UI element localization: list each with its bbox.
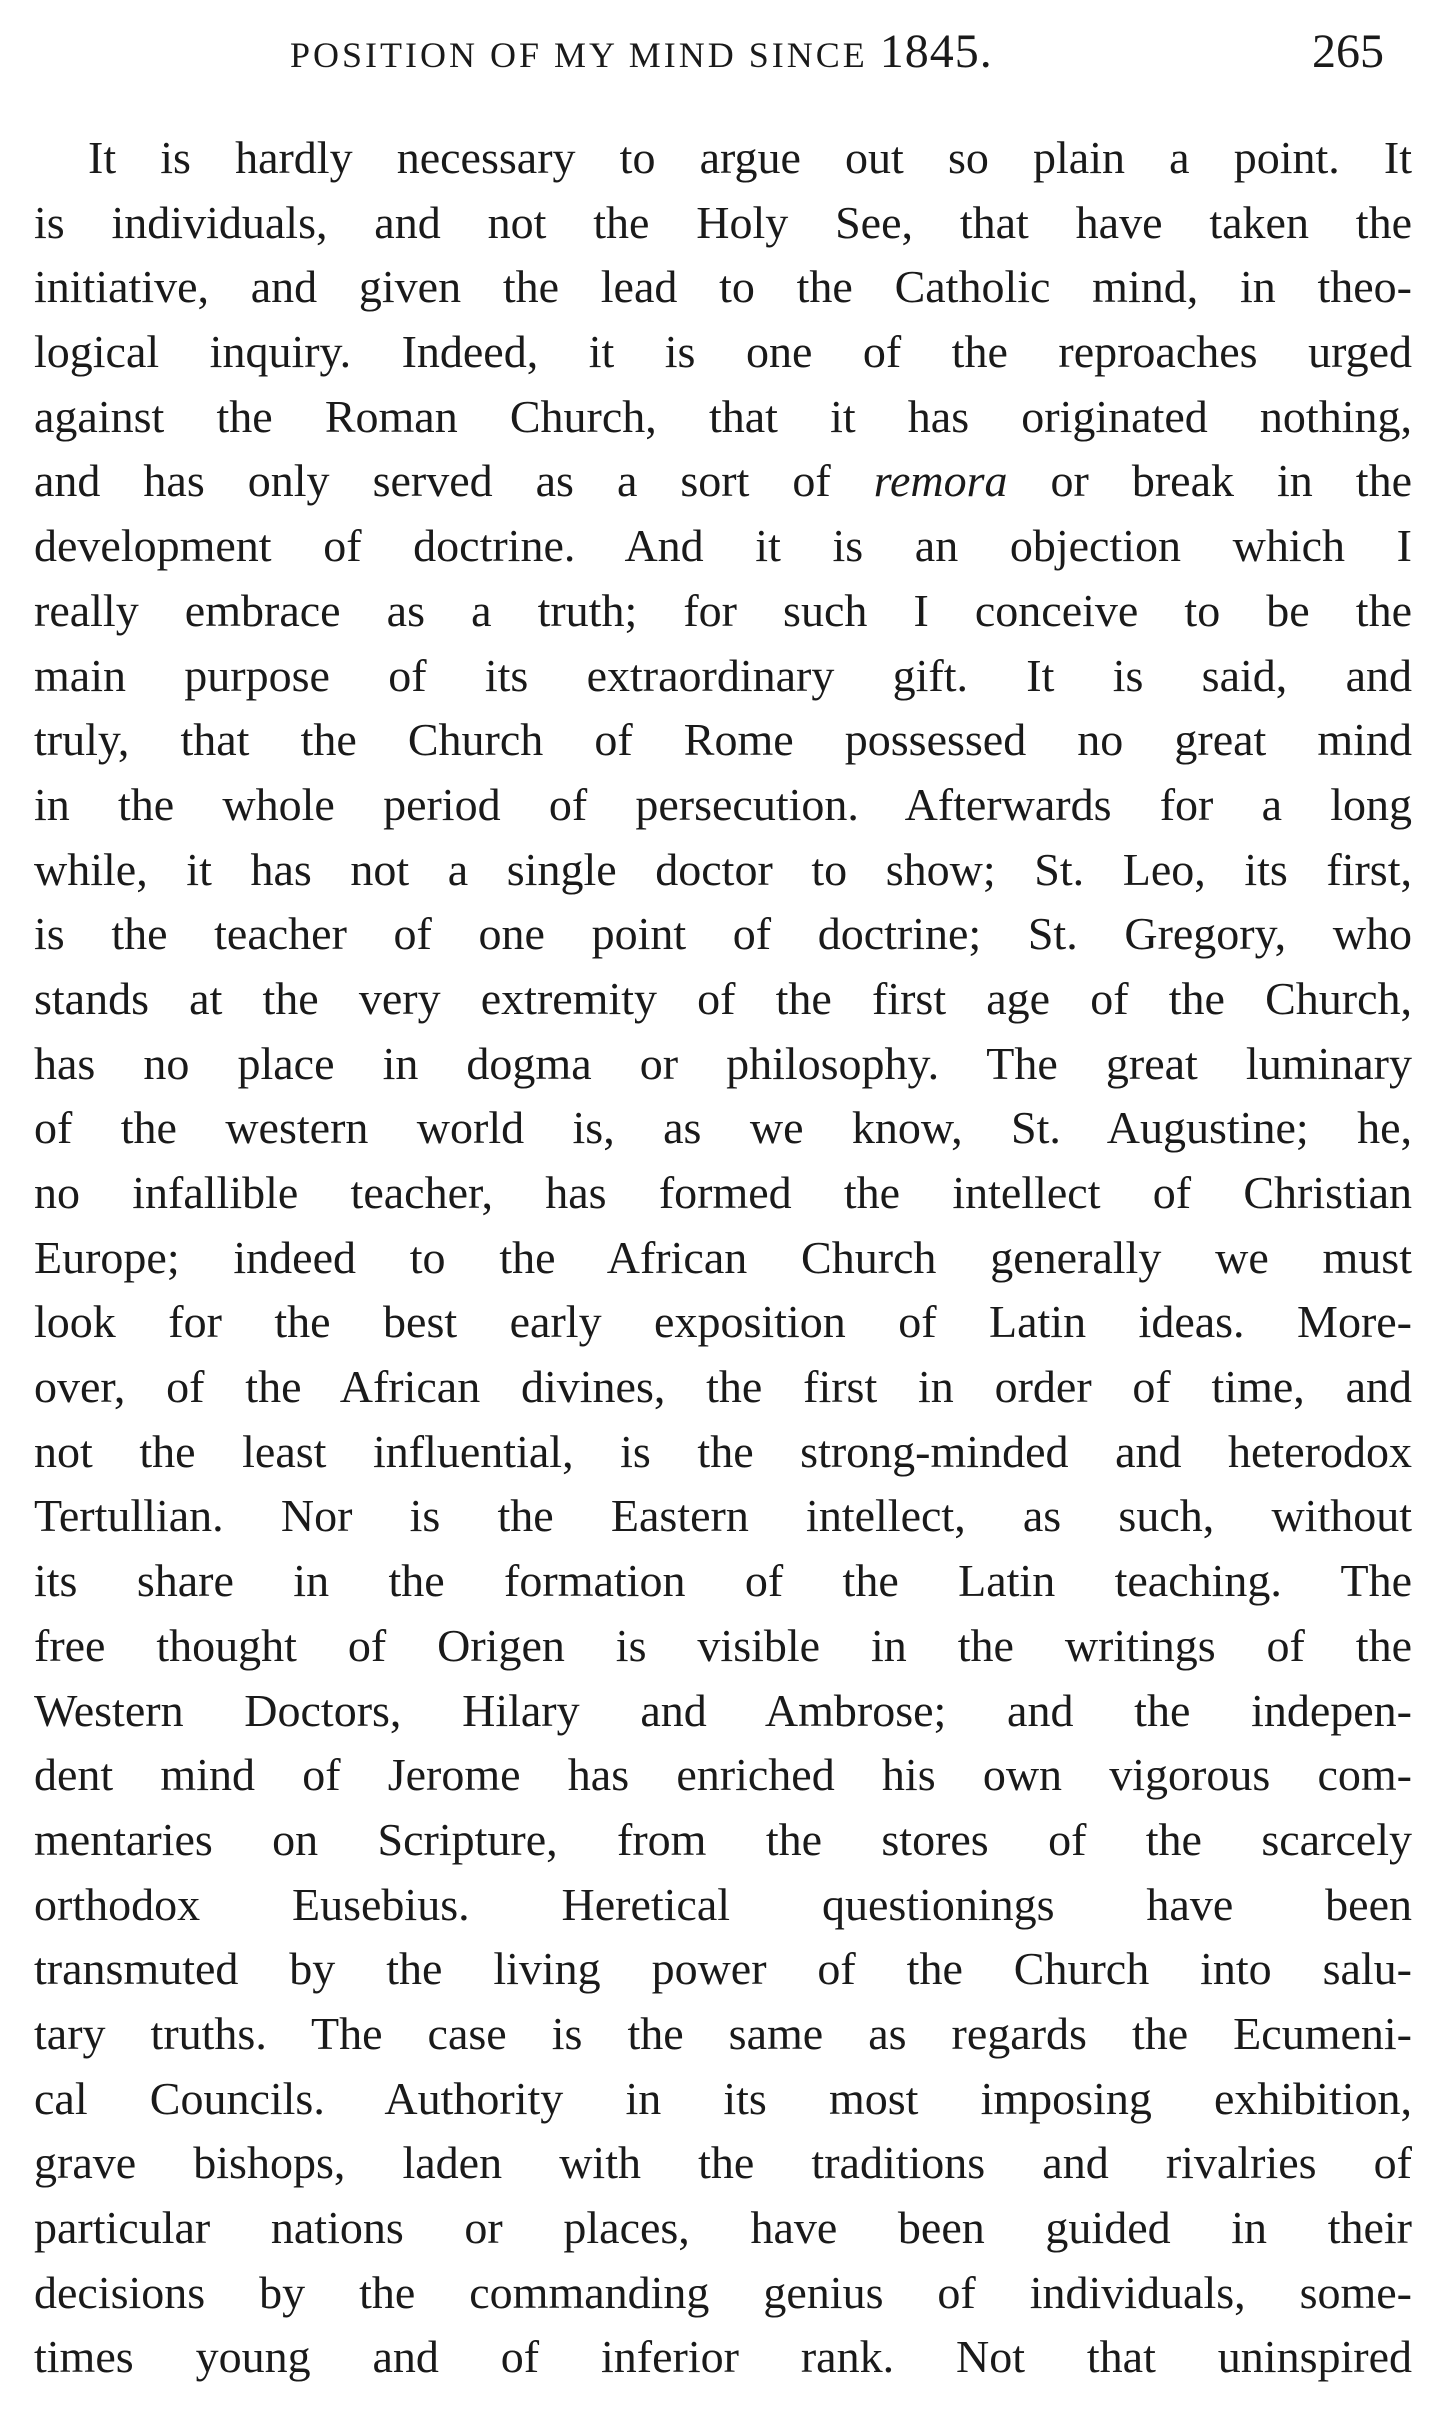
text-line: Europe; indeed to the African Church generally we must (34, 1231, 1412, 1283)
text-line: is the teacher of one point of doctrine; St. Gregory, who (34, 908, 1412, 960)
running-head (0, 22, 1447, 82)
text-line: development of doctrine. And it is an objection which I (34, 520, 1412, 572)
page-number: 265 (1312, 25, 1384, 78)
text-line: decisions by the commanding genius of individuals, some- (34, 2266, 1412, 2318)
text-line: times young and of inferior rank. Not that uninspired (34, 2331, 1412, 2383)
text-line-with-italic (34, 449, 1412, 514)
text-line: orthodox Eusebius. Heretical questionings have been (34, 1878, 1412, 1930)
text-line: against the Roman Church, that it has originated nothing, (34, 390, 1412, 442)
text-segment: and has only served as a sort of (34, 455, 831, 507)
text-line: Tertullian. Nor is the Eastern intellect, as such, without (34, 1490, 1412, 1542)
text-line: while, it has not a single doctor to show; St. Leo, its first, (34, 843, 1412, 895)
text-line: dent mind of Jerome has enriched his own vigorous com- (34, 1749, 1412, 1801)
text-line: not the least influential, is the strong-minded and heterodox (34, 1425, 1412, 1477)
body-text (34, 126, 1412, 2390)
text-line: Western Doctors, Hilary and Ambrose; and the indepen- (34, 1684, 1412, 1736)
text-line: really embrace as a truth; for such I conceive to be the (34, 584, 1412, 636)
text-line: look for the best early exposition of Latin ideas. More- (34, 1296, 1412, 1348)
text-line: initiative, and given the lead to the Catholic mind, in theo- (34, 261, 1412, 313)
text-line: transmuted by the living power of the Church into salu- (34, 1943, 1412, 1995)
text-line: particular nations or places, have been guided in their (34, 2202, 1412, 2253)
text-line: stands at the very extremity of the first age of the Church, (34, 972, 1412, 1024)
text-line: It is hardly necessary to argue out so plain a point. It (88, 132, 1412, 183)
text-line: is individuals, and not the Holy See, that have taken the (34, 196, 1412, 248)
text-segment: or break in the (1050, 455, 1412, 507)
text-line: mentaries on Scripture, from the stores of the scarcely (34, 1813, 1412, 1865)
text-line: cal Councils. Authority in its most imposing exhibition, (34, 2072, 1412, 2124)
text-line: of the western world is, as we know, St. Augustine; he, (34, 1102, 1412, 1154)
text-line: truly, that the Church of Rome possessed no great mind (34, 714, 1412, 766)
italic-word: remora (873, 455, 1008, 507)
running-title: POSITION OF MY MIND SINCE 1845. (290, 25, 993, 78)
text-line: logical inquiry. Indeed, it is one of the reproaches urged (34, 326, 1412, 378)
text-line: no infallible teacher, has formed the intellect of Christian (34, 1167, 1412, 1218)
running-title-year: 1845. (879, 25, 993, 78)
text-line: grave bishops, laden with the traditions and rivalries of (34, 2137, 1412, 2189)
text-line: over, of the African divines, the first in order of time, and (34, 1361, 1412, 1413)
text-line: free thought of Origen is visible in the writings of the (34, 1619, 1412, 1671)
text-line: has no place in dogma or philosophy. The great luminary (34, 1037, 1412, 1089)
text-line: its share in the formation of the Latin teaching. The (34, 1555, 1412, 1607)
text-line: tary truths. The case is the same as regards the Ecumeni- (34, 2007, 1412, 2059)
text-line: in the whole period of persecution. Afterwards for a long (34, 778, 1412, 830)
text-line: main purpose of its extraordinary gift. It is said, and (34, 649, 1412, 701)
